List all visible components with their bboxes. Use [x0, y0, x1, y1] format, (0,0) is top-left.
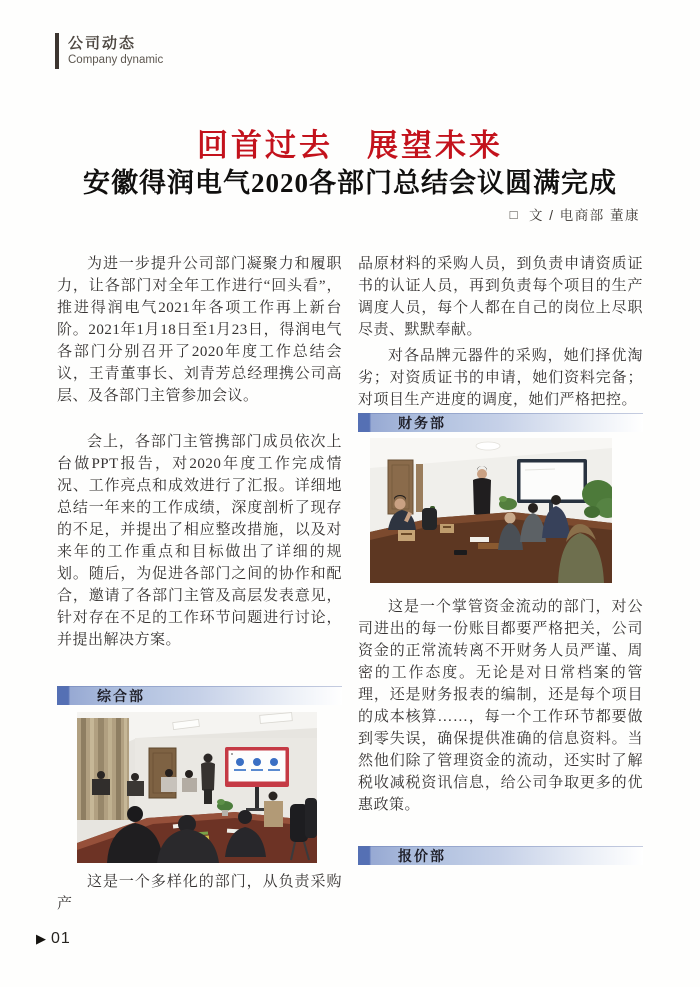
caption-general-dept: 这是一个多样化的部门，从负责采购产: [57, 874, 342, 912]
eyebrow-vertical-rule: [55, 33, 59, 69]
eyebrow-header: [55, 33, 163, 69]
section-header-quote-label: 报价部: [398, 848, 446, 864]
eyebrow-title-zh: 公司动态: [68, 35, 137, 52]
page-number: 01: [51, 930, 71, 947]
column-left: [57, 253, 342, 915]
section-header-finance-dept: [358, 413, 643, 432]
byline: [510, 204, 640, 224]
curtains: [77, 718, 129, 820]
article-columns: [57, 253, 643, 915]
byline-text: 文 / 电商部 董康: [528, 208, 640, 223]
section-header-general-label: 综合部: [97, 688, 145, 704]
section-header-general-dept: [57, 686, 342, 705]
page-footer: [36, 929, 71, 949]
section-header-finance-label: 财务部: [398, 415, 446, 431]
paragraph-general-detail: 对各品牌元器件的采购，她们择优淘劣；对资质证书的申请，她们资料完备；对项目生产进度的调度，她们严格把控。: [358, 348, 643, 408]
article-title: 回首过去 展望未来: [197, 128, 503, 163]
paragraph-meeting-report: 会上，各部门主管携部门成员依次上台做PPT报告，对2020年度工作完成情况、工作亮点和成效进行了汇报。详细地总结一年来的工作成绩，深度剖析了现存的不足，并提出了相应整改措施，以及对来年的工作重点和目标做出了详细的规划。随后，为促进各部门之间的协作和配合，邀请了各部门主管及高层发表意见，针对存在不足的工作环节问题进行讨论，并提出解决方案。: [57, 434, 342, 648]
photo-finance-dept-meeting: [370, 438, 612, 583]
eyebrow-title-en: Company dynamic: [68, 54, 164, 66]
eyebrow-labels: [68, 33, 163, 69]
page-number-arrow-icon: ▶: [36, 931, 46, 946]
byline-box-icon: □: [509, 206, 519, 222]
column-right: [358, 253, 643, 915]
article-subtitle: 安徽得润电气2020各部门总结会议圆满完成: [83, 168, 617, 198]
paragraph-general-continued: 品原材料的采购人员，到负责申请资质证书的认证人员，再到负责每个项目的生产调度人员，每个人都在自己的岗位上尽职尽责、默默奉献。: [358, 256, 643, 338]
photo-general-dept-meeting: [77, 712, 317, 863]
paragraph-intro: 为进一步提升公司部门凝聚力和履职力，让各部门对全年工作进行“回头看”，推进得润电气2021年各项工作再上新台阶。2021年1月18日至1月23日，得润电气各部门分别召开了2020年度工作总结会议，王青董事长、刘青芳总经理携公司高层、及各部门主管参加会议。: [57, 256, 342, 404]
section-header-quote-dept: [358, 846, 643, 865]
paragraph-finance-detail: 这是一个掌管资金流动的部门，对公司进出的每一份账目都要严格把关，公司资金的正常流转离不开财务人员严谨、周密的工作态度。无论是对日常档案的管理，还是财务报表的编制，还是每个项目的成本核算……，每一个工作环节都要做到零失误，确保提供准确的信息资料。当然他们除了管理资金的流动，还实时了解税收减税资讯信息，给公司争取更多的优惠政策。: [358, 599, 643, 813]
